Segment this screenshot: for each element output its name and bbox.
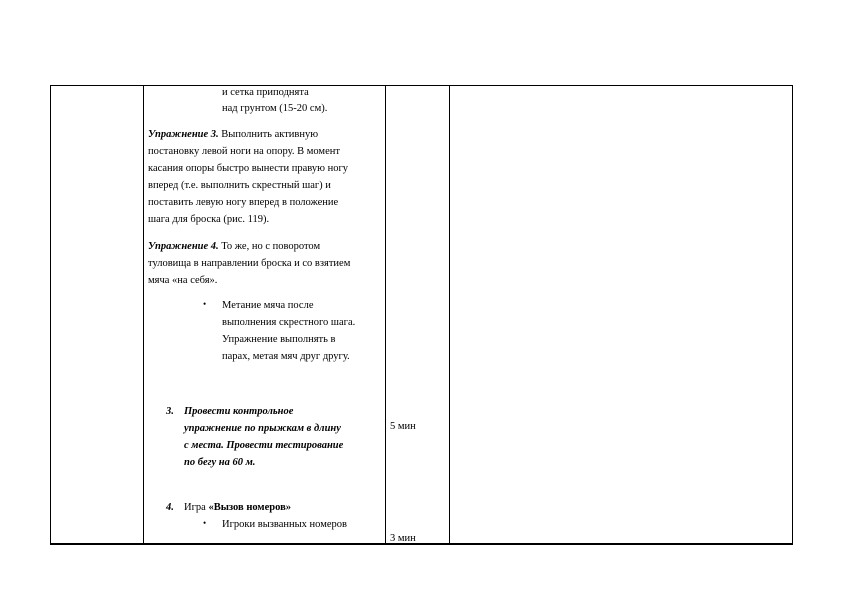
item-3-line: по бегу на 60 м. [184,457,256,468]
exercise-3-line: шага для броска (рис. 119). [148,214,270,225]
item-4-time: 3 мин [390,533,416,544]
exercise-4-text: То же, но с поворотом [221,241,321,252]
exercise-3-first-line [148,126,318,143]
item-4-number: 4. [166,502,174,513]
item-4-game-name: «Вызов номеров» [208,502,291,513]
carryover-line-2: над грунтом (15-20 см). [222,103,328,114]
exercise-4-line: мяча «на себя». [148,275,218,286]
bullet-1-line: Упражнение выполнять в [222,334,336,345]
item-4-line [184,499,291,516]
exercise-4-label: Упражнение 4. [148,241,219,252]
item-4-prefix: Игра [184,502,206,513]
column-divider-1 [143,86,144,543]
item-3-line: с места. Провести тестирование [184,440,344,451]
bullet-icon: • [203,518,207,528]
exercise-3-line: касания опоры быстро вынести правую ногу [148,163,349,174]
exercise-3-line: вперед (т.е. выполнить скрестный шаг) и [148,180,331,191]
exercise-3-label: Упражнение 3. [148,129,219,140]
column-divider-3 [449,86,450,543]
exercise-3-line: постановку левой ноги на опору. В момент [148,146,340,157]
item-3-line: Провести контрольное [184,406,294,417]
item-3-time: 5 мин [390,421,416,432]
exercise-4-first-line [148,238,320,255]
bullet-1-line: выполнения скрестного шага. [222,317,356,328]
exercise-4-line: туловища в направлении броска и со взятием [148,258,351,269]
carryover-line-1: и сетка приподнята [222,87,309,98]
item-3-line: упражнение по прыжкам в длину [184,423,341,434]
bullet-1-line: Метание мяча после [222,300,314,311]
bullet-icon: • [203,299,207,309]
exercise-3-line: поставить левую ногу вперед в положение [148,197,339,208]
item-3-number: 3. [166,406,174,417]
column-divider-2 [385,86,386,543]
bullet-1-line: парах, метая мяч друг другу. [222,351,350,362]
item-4-bullet-text: Игроки вызванных номеров [222,519,347,530]
exercise-3-text: Выполнить активную [221,129,319,140]
